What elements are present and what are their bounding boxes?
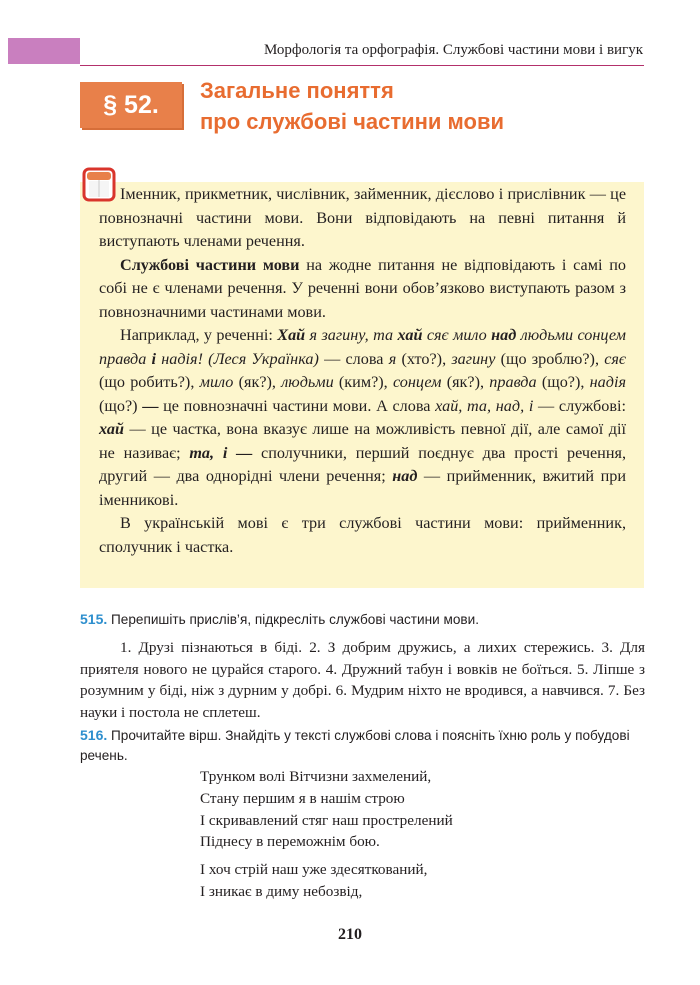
text: (що?), xyxy=(536,373,590,391)
word: хай, та, над, і xyxy=(435,396,534,415)
word: правда xyxy=(489,373,537,391)
word: надія xyxy=(589,373,626,391)
header-divider xyxy=(80,65,644,66)
text: — це частка, вона вказує лише на можливість певної дії, але самої дії не називає; xyxy=(99,420,626,462)
rule-paragraph-3 xyxy=(99,324,626,512)
word: загину xyxy=(451,349,496,368)
rule-text xyxy=(99,183,626,559)
poem-line: Стану першим я в нашім строю xyxy=(200,789,405,807)
running-header: Морфологія та орфографія. Службові частини мови і вигук xyxy=(263,42,643,58)
text: це повнозначні частини мови. А слова xyxy=(158,396,436,415)
rule-paragraph-2-text: на жодне питання не відповідають і самі по собі не є членами речення. У реченні вони обов’язково виступають разом з повнозначними частинами мови. xyxy=(99,255,626,321)
poem-line: Піднесу в переможнім бою. xyxy=(200,833,380,851)
exercise-516-number: 516. xyxy=(80,727,108,743)
section-title xyxy=(200,75,504,137)
text: — прийменник, вжитий при іменникові. xyxy=(99,467,626,509)
text: (хто?), xyxy=(396,349,452,368)
exercise-515-task xyxy=(80,609,645,630)
word: хай xyxy=(99,420,124,438)
exercise-516-task xyxy=(80,725,645,766)
section-title-line-2: про службові частини мови xyxy=(200,109,505,134)
rule-paragraph-4: В українській мові є три службові частини мови: прийменник, сполучник і частка. xyxy=(99,514,626,556)
exercise-515 xyxy=(80,609,645,723)
poem-stanza-1 xyxy=(200,766,453,853)
word: людьми xyxy=(281,373,334,391)
poem-line: І хоч стрій наш уже здесяткований, xyxy=(200,861,428,878)
section-badge: § 52. xyxy=(80,82,182,128)
page-number: 210 xyxy=(338,926,362,943)
exercise-516-task-text: Прочитайте вірш. Знайдіть у тексті службові слова і поясніть їхню роль у побудові речень. xyxy=(80,728,630,763)
text: (як?), xyxy=(233,373,282,391)
text: надія! (Леся Українка) xyxy=(156,349,319,368)
text: людьми сонцем правда xyxy=(99,326,627,368)
text: — слова xyxy=(318,349,389,368)
text: сполучники, перший поєднує два прості речення, другий — два однорідні члени речення; xyxy=(99,443,626,485)
text: я загину, та xyxy=(305,326,398,344)
text: Наприклад, у реченні: xyxy=(120,326,278,344)
word: сонцем xyxy=(392,373,442,391)
word: над xyxy=(392,467,418,485)
exercise-515-number: 515. xyxy=(80,611,108,627)
word: та, і — xyxy=(189,443,253,462)
section-title-line-1: Загальне поняття xyxy=(200,78,394,103)
poem-stanza-2 xyxy=(200,859,427,903)
proverbs-text: 1. Друзі пізнаються в біді. 2. З добрим дружись, а лихих стережись. 3. Для приятеля нового не цурайся старого. 4. Дружний табун і вовків не боїться. 5. Ліпше з розумним у біді, ніж з дурним у добрі. 6. Мудрим ніхто не вродився, а навчився. 7. Без науки і постола не сплетеш. xyxy=(80,639,645,721)
word: мило xyxy=(199,373,234,391)
poem-line: І скривавлений стяг наш прострелений xyxy=(200,811,453,829)
exercise-515-task-text: Перепишіть прислів’я, підкресліть службові частини мови. xyxy=(111,612,480,627)
word: хай xyxy=(397,326,423,344)
dash: — xyxy=(142,396,159,415)
word: і xyxy=(151,349,157,368)
text: (що робить?), xyxy=(99,373,200,391)
word: я xyxy=(388,349,397,368)
rule-paragraph-1: Іменник, прикметник, числівник, займенник, дієслово і прислівник — це повнозначні частини мови. Вони відповідають на певні питання й виступають членами речення. xyxy=(99,185,626,250)
poem-line: І зникає в диму небозвід, xyxy=(200,882,363,900)
poem-line: Трунком волі Вітчизни захмелений, xyxy=(200,768,432,785)
text: (як?), xyxy=(441,373,490,391)
word: Хай xyxy=(277,326,306,344)
rule-term: Службові частини мови xyxy=(120,255,300,274)
text: сяє мило xyxy=(422,326,492,344)
text: (що зроблю?), xyxy=(495,349,605,368)
chapter-tab xyxy=(8,38,80,64)
text: (ким?), xyxy=(333,373,393,391)
rule-paragraph-2 xyxy=(99,254,626,325)
word: сяє xyxy=(604,349,626,368)
text: — службові: xyxy=(533,396,626,415)
word: над xyxy=(491,326,517,344)
text: (що?) xyxy=(99,396,143,415)
exercise-515-body xyxy=(80,637,645,723)
